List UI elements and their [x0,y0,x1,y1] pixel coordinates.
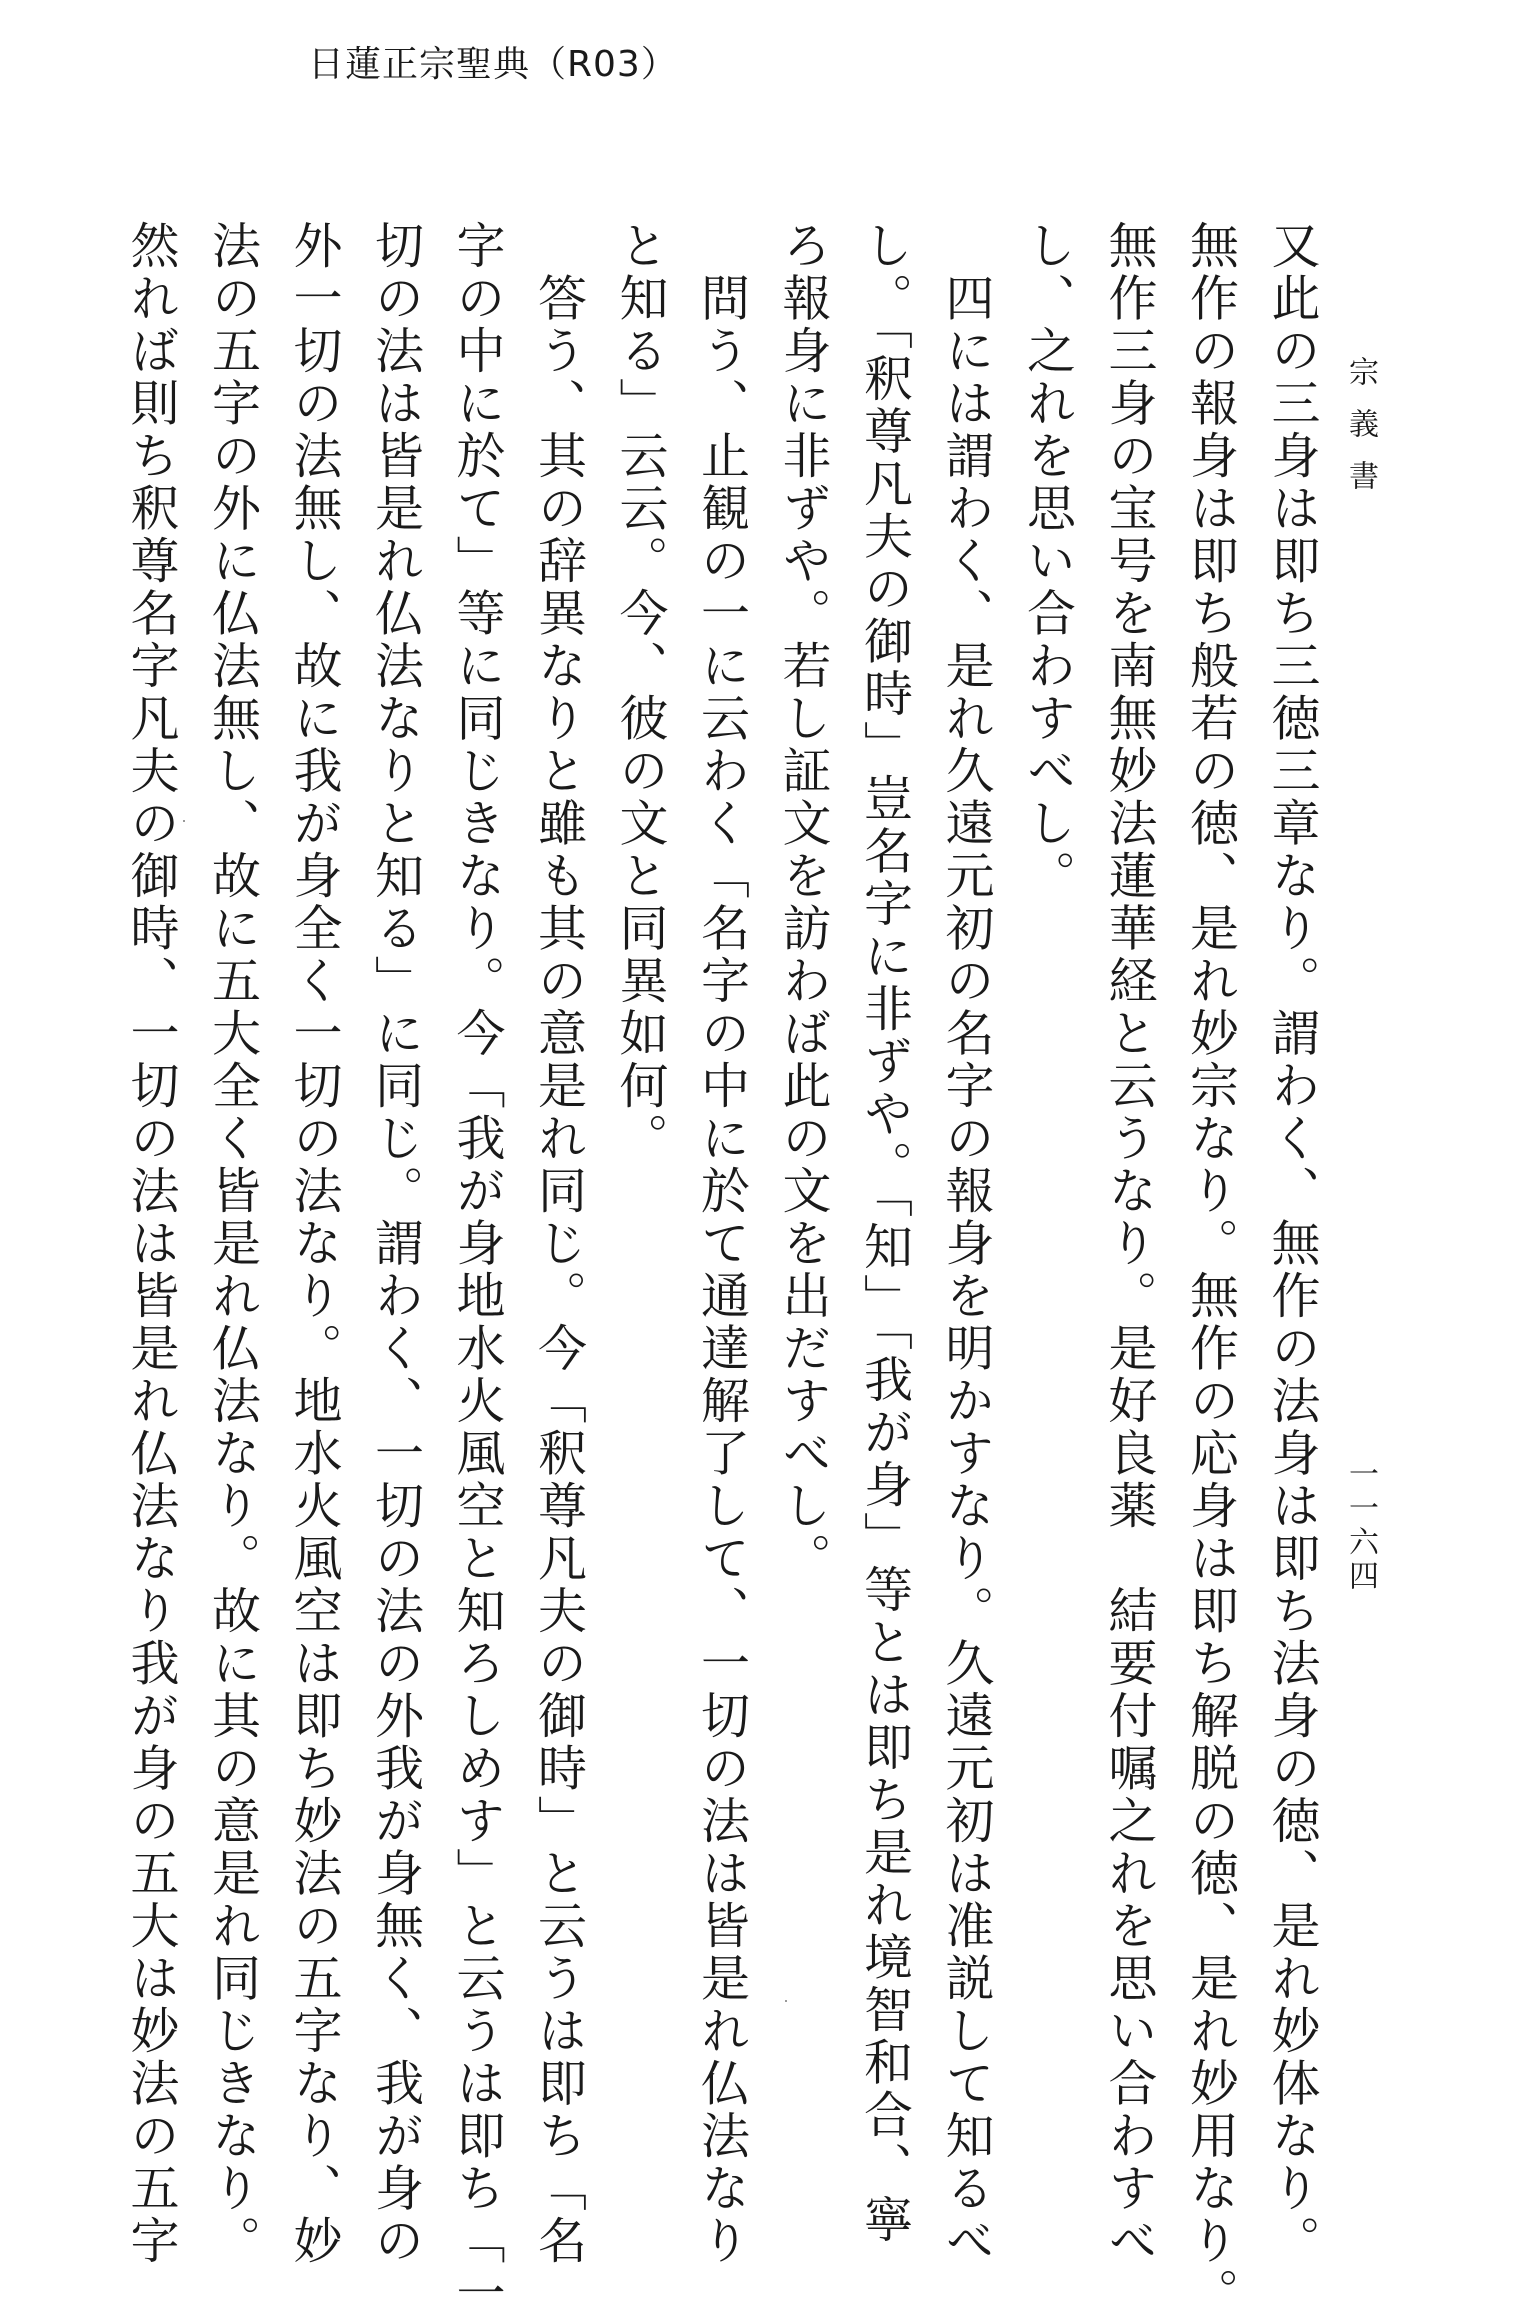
text-column: 四には謂わく、是れ久遠元初の名字の報身を明かすなり。久遠元初は准説して知るべ [938,272,995,2268]
text-column: し、之れを思い合わすべし。 [1019,220,1077,903]
running-title: 宗義書 [1343,356,1378,512]
text-column: 切の法は皆是れ仏法なりと知る」に同じ。謂わく、一切の法の外我が身無く、我が身の [367,220,425,2268]
body-text [123,220,1333,2320]
margin-mark [183,820,185,822]
document-header: 日蓮正宗聖典（R03） [308,44,678,85]
text-column: し。「釈尊凡夫の御時」豈名字に非ずや。「知」「我が身」等とは即ち是れ境智和合、寧 [856,220,914,2247]
text-column: 又此の三身は即ち三徳三章なり。謂わく、無作の法身は即ち法身の徳、是れ妙体なり。 [1264,220,1321,2268]
text-column: ろ報身に非ずや。若し証文を訪わば此の文を出だすべし。 [775,220,832,1585]
text-column: 字の中に於て」等に同じきなり。今「我が身地水火風空と知ろしめす」と云うは即ち「一 [449,220,506,2320]
page-number: 一一六四 [1343,1458,1378,1594]
margin-mark [785,2000,787,2002]
text-column: 然れば則ち釈尊名字凡夫の御時、一切の法は皆是れ仏法なり我が身の五大は妙法の五字 [123,220,180,2268]
text-column: と知る」云云。今、彼の文と同異如何。 [612,220,669,1165]
text-column: 無作三身の宝号を南無妙法蓮華経と云うなり。是好良薬 結要付嘱之れを思い合わすべ [1101,220,1158,2268]
text-column: 外一切の法無し、故に我が身全く一切の法なり。地水火風空は即ち妙法の五字なり、妙 [286,220,343,2268]
text-column: 問う、止観の一に云わく「名字の中に於て通達解了して、一切の法は皆是れ仏法なり [693,272,751,2268]
text-column: 無作の報身は即ち般若の徳、是れ妙宗なり。無作の応身は即ち解脱の徳、是れ妙用なり。 [1182,220,1240,2320]
text-column: 法の五字の外に仏法無し、故に五大全く皆是れ仏法なり。故に其の意是れ同じきなり。 [204,220,262,2268]
text-column: 答う、其の辞異なりと雖も其の意是れ同じ。今「釈尊凡夫の御時」と云うは即ち「名 [530,272,588,2268]
